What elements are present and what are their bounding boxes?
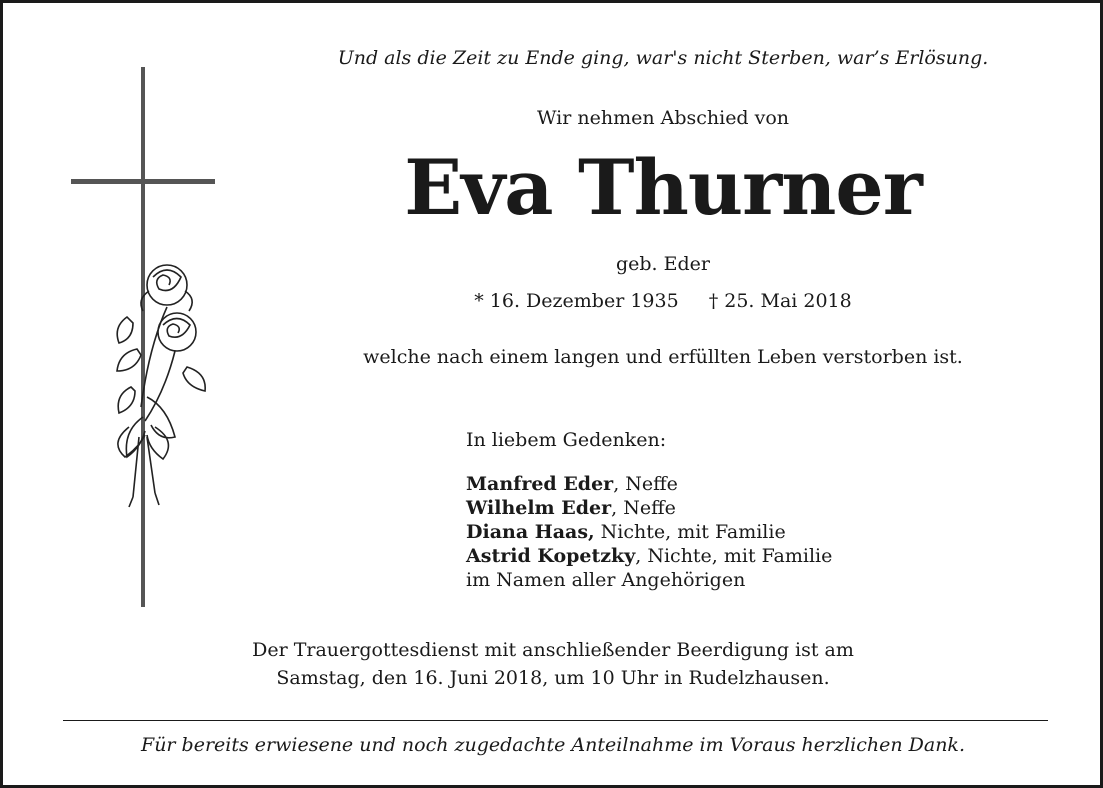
mourner-name: Diana Haas, <box>466 521 595 543</box>
opening-quote: Und als die Zeit zu Ende ging, war's nicht Sterben, war’s Erlösung. <box>337 47 989 69</box>
mourners-list <box>466 472 832 592</box>
service-line-2: Samstag, den 16. Juni 2018, um 10 Uhr in Rudelzhausen. <box>276 667 830 689</box>
closing-phrase: welche nach einem langen und erfüllten Leben verstorben ist. <box>363 346 963 368</box>
mourner-relation: Nichte, mit Familie <box>594 521 786 543</box>
mourner-relation: , Neffe <box>611 497 676 519</box>
thanks-line: Für bereits erwiesene und noch zugedachte Anteilnahme im Voraus herzlichen Dank. <box>141 734 965 756</box>
birth-date: * 16. Dezember 1935 <box>474 290 679 312</box>
list-item <box>466 520 832 544</box>
birth-name: geb. Eder <box>615 253 710 275</box>
mourner-name: Manfred Eder <box>466 473 614 495</box>
divider-line <box>63 720 1048 721</box>
service-line-1: Der Trauergottesdienst mit anschließender Beerdigung ist am <box>252 639 854 661</box>
deceased-name: Eva Thurner <box>404 143 922 232</box>
memory-heading: In liebem Gedenken: <box>466 429 667 451</box>
death-date: † 25. Mai 2018 <box>708 290 852 312</box>
list-item <box>466 472 832 496</box>
life-dates <box>3 290 1103 312</box>
mourner-relation: , Nichte, mit Familie <box>635 545 833 567</box>
mourner-name: Astrid Kopetzky <box>466 545 636 567</box>
mourner-relation: , Neffe <box>613 473 678 495</box>
list-item <box>466 496 832 520</box>
service-info <box>3 636 1103 692</box>
on-behalf-line: im Namen aller Angehörigen <box>466 569 746 591</box>
mourner-name: Wilhelm Eder <box>466 497 612 519</box>
intro-text: Wir nehmen Abschied von <box>536 107 790 129</box>
list-item <box>466 544 832 568</box>
